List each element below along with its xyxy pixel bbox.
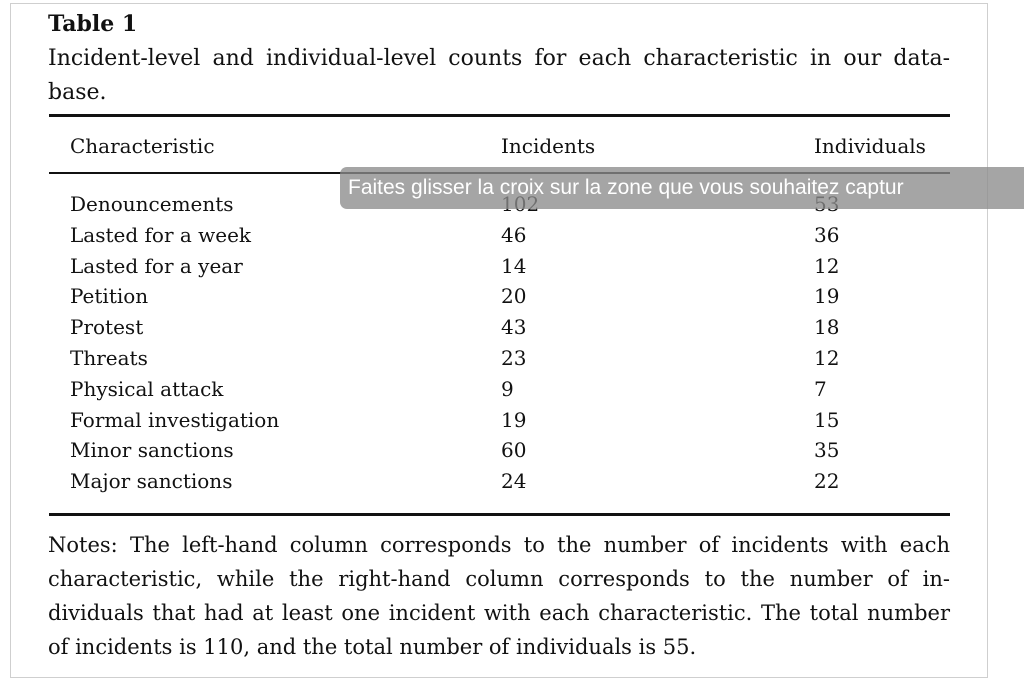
table-body <box>0 189 1024 497</box>
table-row <box>0 435 1024 466</box>
row-incidents: 46 <box>501 222 527 247</box>
capture-hint-tooltip: Faites glisser la croix sur la zone que vous souhaitez captur <box>340 167 1024 209</box>
row-incidents: 23 <box>501 345 527 370</box>
row-individuals: 15 <box>814 407 840 432</box>
row-individuals: 7 <box>814 376 827 401</box>
row-characteristic: Physical attack <box>70 376 224 401</box>
row-characteristic: Petition <box>70 284 149 309</box>
row-characteristic: Lasted for a week <box>70 222 252 247</box>
row-incidents: 14 <box>501 253 527 278</box>
table-header <box>0 131 1024 161</box>
row-characteristic: Lasted for a year <box>70 253 243 278</box>
row-incidents: 24 <box>501 469 527 494</box>
row-characteristic: Formal investigation <box>70 407 280 432</box>
row-incidents: 43 <box>501 315 527 340</box>
table-caption: Incident-level and individual-level counts for each characteristic in our data-base. <box>48 46 950 105</box>
header-individuals: Individuals <box>814 134 926 158</box>
row-incidents: 60 <box>501 438 527 463</box>
table-notes: Notes: The left-hand column corresponds to the number of incidents with each characteristic, while the right-hand column corresponds to the number of in-dividuals that had at least one incident with each characteristic. The total number of incidents is 110, and the total number of individuals is 55. <box>48 533 950 659</box>
table-row <box>0 466 1024 497</box>
row-individuals: 19 <box>814 284 840 309</box>
row-individuals: 18 <box>814 315 840 340</box>
table-row <box>0 312 1024 343</box>
row-characteristic: Protest <box>70 315 144 340</box>
row-incidents: 9 <box>501 376 514 401</box>
table-title: Table 1 <box>48 11 138 37</box>
table-row <box>0 343 1024 374</box>
table-row <box>0 251 1024 282</box>
row-individuals: 35 <box>814 438 840 463</box>
row-incidents: 20 <box>501 284 527 309</box>
row-individuals: 22 <box>814 469 840 494</box>
row-incidents: 19 <box>501 407 527 432</box>
header-characteristic: Characteristic <box>70 134 215 158</box>
row-characteristic: Denouncements <box>70 192 234 216</box>
row-characteristic: Major sanctions <box>70 469 233 494</box>
table-row <box>0 281 1024 312</box>
row-individuals: 36 <box>814 222 840 247</box>
table-row <box>0 405 1024 436</box>
table-row <box>0 374 1024 405</box>
top-rule <box>49 114 950 117</box>
row-individuals: 12 <box>814 253 840 278</box>
row-characteristic: Minor sanctions <box>70 438 234 463</box>
row-characteristic: Threats <box>70 345 148 370</box>
table-row <box>0 220 1024 251</box>
row-individuals: 12 <box>814 345 840 370</box>
bottom-rule <box>49 513 950 516</box>
header-incidents: Incidents <box>501 134 596 158</box>
